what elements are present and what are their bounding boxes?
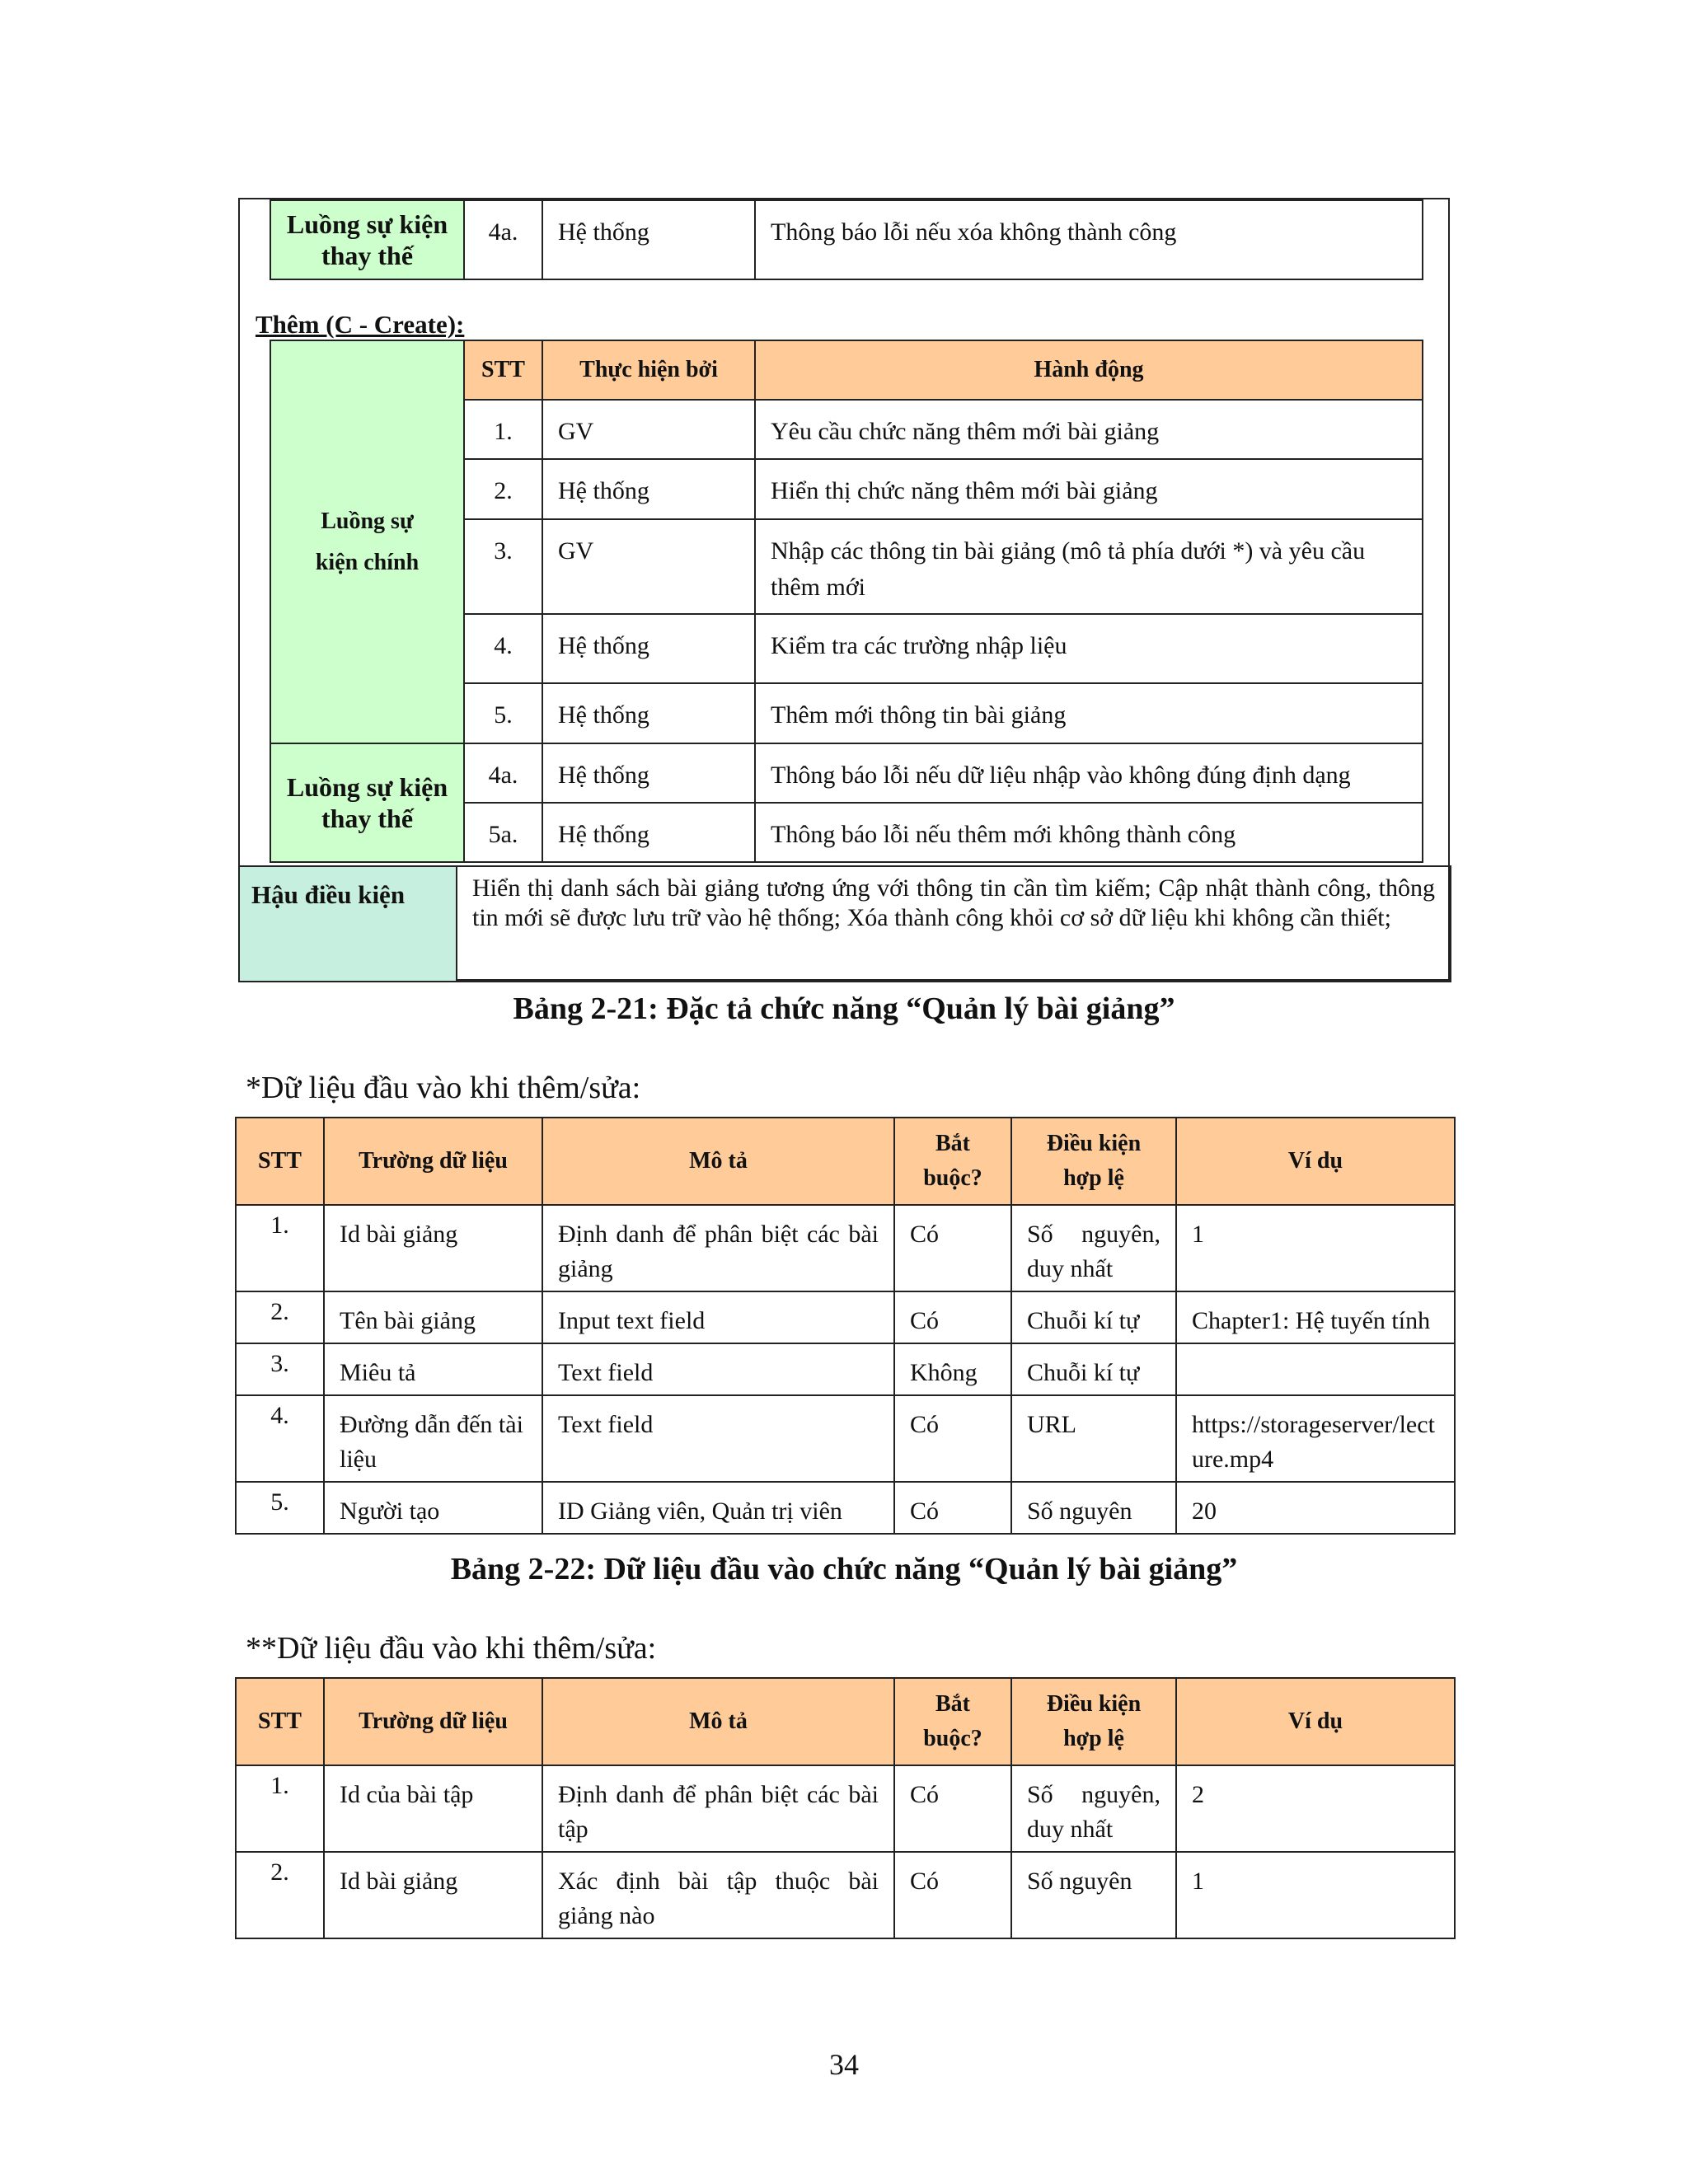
desc-cell: Định danh để phân biệt các bài giảng [542, 1205, 894, 1291]
stt-cell: 2. [464, 459, 542, 519]
header-valid: Điều kiện hợp lệ [1011, 1678, 1176, 1765]
stt-cell: 4a. [464, 743, 542, 803]
required-cell: Có [894, 1765, 1011, 1852]
required-cell: Có [894, 1852, 1011, 1938]
field-cell: Id bài giảng [324, 1205, 542, 1291]
field-cell: Id của bài tập [324, 1765, 542, 1852]
actor-cell: Hệ thống [542, 683, 755, 743]
valid-cell: Số nguyên, duy nhất [1011, 1205, 1176, 1291]
page-number: 34 [829, 2048, 859, 2081]
table-row [236, 1205, 1455, 1291]
example-cell: https://storageserver/lecture.mp4 [1176, 1395, 1455, 1482]
action-cell: Hiển thị chức năng thêm mới bài giảng [755, 459, 1423, 519]
table-row [236, 1765, 1455, 1852]
field-cell: Tên bài giảng [324, 1291, 542, 1343]
header-required: Bắt buộc? [894, 1118, 1011, 1205]
postcondition-text: Hiển thị danh sách bài giảng tương ứng với thông tin cần tìm kiếm; Cập nhật thành công, thông tin mới sẽ được lưu trữ vào hệ thống; Xóa thành công khỏi cơ sở dữ liệu khi không cần thiết; [457, 866, 1451, 982]
stt-cell: 5. [236, 1482, 324, 1534]
action-cell: Thêm mới thông tin bài giảng [755, 683, 1423, 743]
table-row [236, 1482, 1455, 1534]
actor-cell: Hệ thống [542, 200, 755, 279]
actor-cell: Hệ thống [542, 803, 755, 862]
field-cell: Đường dẫn đến tài liệu [324, 1395, 542, 1482]
create-heading: Thêm (C - Create): [256, 310, 465, 339]
actor-cell: Hệ thống [542, 459, 755, 519]
caption-table-2-21: Bảng 2-21: Đặc tả chức năng “Quản lý bài giảng” [513, 991, 1175, 1026]
table-row [236, 1395, 1455, 1482]
stt-cell: 4a. [464, 200, 542, 279]
header-stt: STT [236, 1678, 324, 1765]
postcondition-label: Hậu điều kiện [239, 866, 457, 982]
action-cell: Yêu cầu chức năng thêm mới bài giảng [755, 400, 1423, 459]
required-cell: Không [894, 1343, 1011, 1395]
stt-cell: 5. [464, 683, 542, 743]
alt-flow-top-table [270, 199, 1423, 280]
desc-cell: Text field [542, 1343, 894, 1395]
desc-cell: Input text field [542, 1291, 894, 1343]
header-stt: STT [464, 340, 542, 400]
field-cell: Miêu tả [324, 1343, 542, 1395]
valid-cell: Số nguyên [1011, 1482, 1176, 1534]
header-desc: Mô tả [542, 1118, 894, 1205]
actor-cell: Hệ thống [542, 743, 755, 803]
action-cell: Thông báo lỗi nếu dữ liệu nhập vào không đúng định dạng [755, 743, 1423, 803]
action-cell: Kiểm tra các trường nhập liệu [755, 614, 1423, 683]
desc-cell: Xác định bài tập thuộc bài giảng nào [542, 1852, 894, 1938]
valid-cell: Số nguyên [1011, 1852, 1176, 1938]
example-cell: 20 [1176, 1482, 1455, 1534]
valid-cell: Chuỗi kí tự [1011, 1291, 1176, 1343]
stt-cell: 1. [236, 1765, 324, 1852]
field-cell: Id bài giảng [324, 1852, 542, 1938]
header-field: Trường dữ liệu [324, 1678, 542, 1765]
stt-cell: 2. [236, 1291, 324, 1343]
valid-cell: Số nguyên, duy nhất [1011, 1765, 1176, 1852]
field-cell: Người tạo [324, 1482, 542, 1534]
action-cell: Thông báo lỗi nếu thêm mới không thành công [755, 803, 1423, 862]
stt-cell: 2. [236, 1852, 324, 1938]
example-cell: 1 [1176, 1852, 1455, 1938]
header-desc: Mô tả [542, 1678, 894, 1765]
header-action: Hành động [755, 340, 1423, 400]
stt-cell: 1. [236, 1205, 324, 1291]
required-cell: Có [894, 1482, 1011, 1534]
table-row [236, 1343, 1455, 1395]
stt-cell: 4. [236, 1395, 324, 1482]
header-stt: STT [236, 1118, 324, 1205]
postcondition-table [238, 865, 1451, 982]
desc-cell: ID Giảng viên, Quản trị viên [542, 1482, 894, 1534]
required-cell: Có [894, 1395, 1011, 1482]
header-actor: Thực hiện bởi [542, 340, 755, 400]
header-example: Ví dụ [1176, 1678, 1455, 1765]
required-cell: Có [894, 1291, 1011, 1343]
stt-cell: 1. [464, 400, 542, 459]
example-cell [1176, 1343, 1455, 1395]
example-cell: Chapter1: Hệ tuyến tính [1176, 1291, 1455, 1343]
actor-cell: GV [542, 519, 755, 614]
action-cell: Thông báo lỗi nếu xóa không thành công [755, 200, 1423, 279]
input-data-heading-1: *Dữ liệu đầu vào khi thêm/sửa: [246, 1071, 641, 1105]
stt-cell: 3. [236, 1343, 324, 1395]
action-cell: Nhập các thông tin bài giảng (mô tả phía dưới *) và yêu cầu thêm mới [755, 519, 1423, 614]
input-data-heading-2: **Dữ liệu đầu vào khi thêm/sửa: [246, 1631, 657, 1666]
header-valid: Điều kiện hợp lệ [1011, 1118, 1176, 1205]
stt-cell: 4. [464, 614, 542, 683]
main-flow-label: Luồng sự kiện chính [270, 340, 464, 743]
stt-cell: 5a. [464, 803, 542, 862]
desc-cell: Định danh để phân biệt các bài tập [542, 1765, 894, 1852]
actor-cell: Hệ thống [542, 614, 755, 683]
header-required: Bắt buộc? [894, 1678, 1011, 1765]
alt-flow-top-label: Luồng sự kiện thay thế [270, 200, 464, 279]
create-flow-table [270, 340, 1423, 863]
header-field: Trường dữ liệu [324, 1118, 542, 1205]
table-row [236, 1852, 1455, 1938]
alt-flow-label: Luồng sự kiện thay thế [270, 743, 464, 862]
valid-cell: Chuỗi kí tự [1011, 1343, 1176, 1395]
example-cell: 1 [1176, 1205, 1455, 1291]
exercise-input-table [235, 1677, 1456, 1939]
header-example: Ví dụ [1176, 1118, 1455, 1205]
desc-cell: Text field [542, 1395, 894, 1482]
lecture-input-table [235, 1117, 1456, 1535]
valid-cell: URL [1011, 1395, 1176, 1482]
required-cell: Có [894, 1205, 1011, 1291]
actor-cell: GV [542, 400, 755, 459]
table-row [236, 1291, 1455, 1343]
stt-cell: 3. [464, 519, 542, 614]
caption-table-2-22: Bảng 2-22: Dữ liệu đầu vào chức năng “Quản lý bài giảng” [450, 1552, 1238, 1586]
example-cell: 2 [1176, 1765, 1455, 1852]
